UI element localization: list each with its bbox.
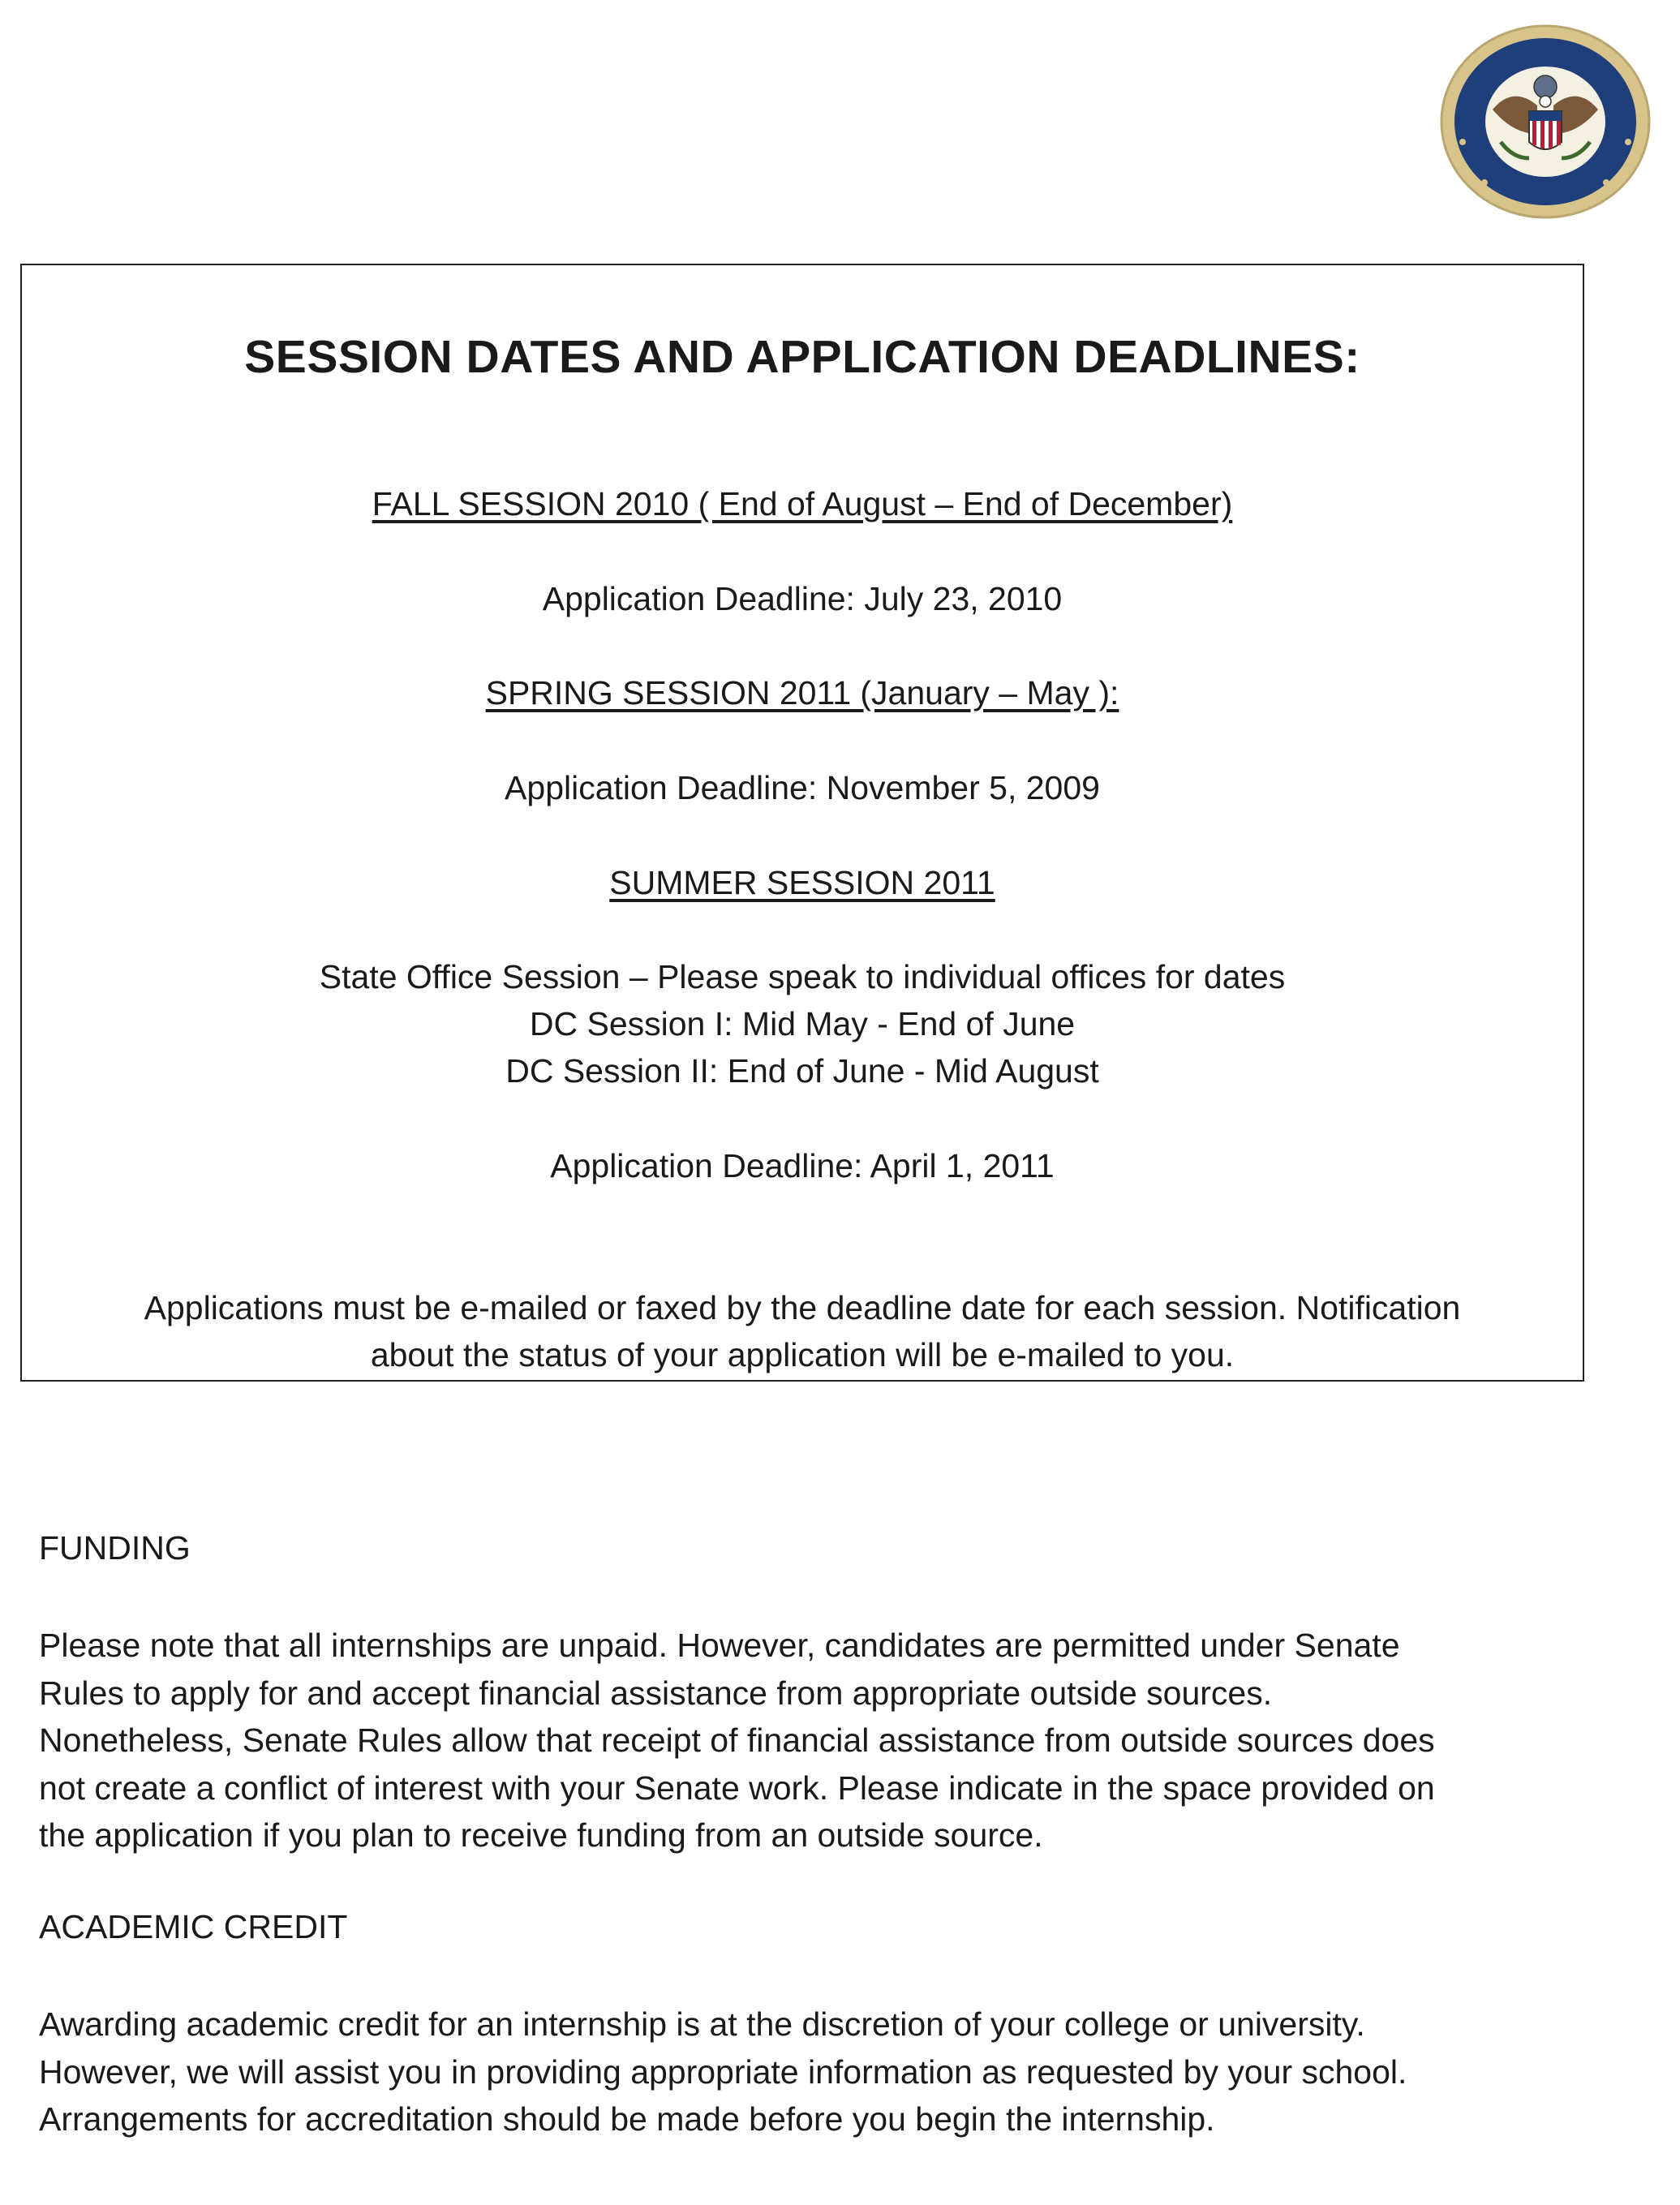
funding-paragraph: [39, 1622, 1629, 1859]
summer-session-heading: SUMMER SESSION 2011: [609, 864, 995, 901]
academic-credit-paragraph: [39, 2001, 1629, 2143]
senate-seal-logo: [1436, 20, 1655, 223]
spring-session-heading: SPRING SESSION 2011 (January – May ):: [485, 674, 1119, 711]
academic-credit-heading: ACADEMIC CREDIT: [39, 1908, 348, 1945]
funding-line: Rules to apply for and accept financial assistance from appropriate outside sources.: [39, 1674, 1273, 1712]
notice-line: about the status of your application will be e-mailed to you.: [370, 1336, 1235, 1373]
summer-state-office-line: State Office Session – Please speak to individual offices for dates: [319, 958, 1286, 995]
funding-line: not create a conflict of interest with your Senate work. Please indicate in the space provided on: [39, 1769, 1435, 1807]
summer-dc-session-1-line: DC Session I: Mid May - End of June: [529, 1005, 1076, 1042]
summer-application-deadline: Application Deadline: April 1, 2011: [550, 1147, 1055, 1184]
notice-line: Applications must be e-mailed or faxed by the deadline date for each session. Notification: [144, 1289, 1461, 1326]
funding-line: Nonetheless, Senate Rules allow that receipt of financial assistance from outside sources does: [39, 1721, 1435, 1759]
academic-credit-line: However, we will assist you in providing appropriate information as requested by your school.: [39, 2052, 1407, 2091]
academic-credit-line: Awarding academic credit for an internship is at the discretion of your college or university.: [39, 2005, 1365, 2043]
session-dates-box: [20, 264, 1584, 1382]
funding-heading: FUNDING: [39, 1529, 191, 1567]
fall-application-deadline: Application Deadline: July 23, 2010: [542, 580, 1063, 617]
funding-line: Please note that all internships are unpaid. However, candidates are permitted under Senate: [39, 1627, 1400, 1664]
fall-session-heading: FALL SESSION 2010 ( End of August – End of December): [372, 485, 1233, 522]
academic-credit-line: Arrangements for accreditation should be made before you begin the internship.: [39, 2100, 1215, 2138]
summer-dc-session-2-line: DC Session II: End of June - Mid August: [505, 1052, 1099, 1090]
funding-line: the application if you plan to receive funding from an outside source.: [39, 1816, 1043, 1854]
session-dates-title: SESSION DATES AND APPLICATION DEADLINES:: [244, 331, 1360, 383]
spring-application-deadline: Application Deadline: November 5, 2009: [505, 769, 1100, 806]
